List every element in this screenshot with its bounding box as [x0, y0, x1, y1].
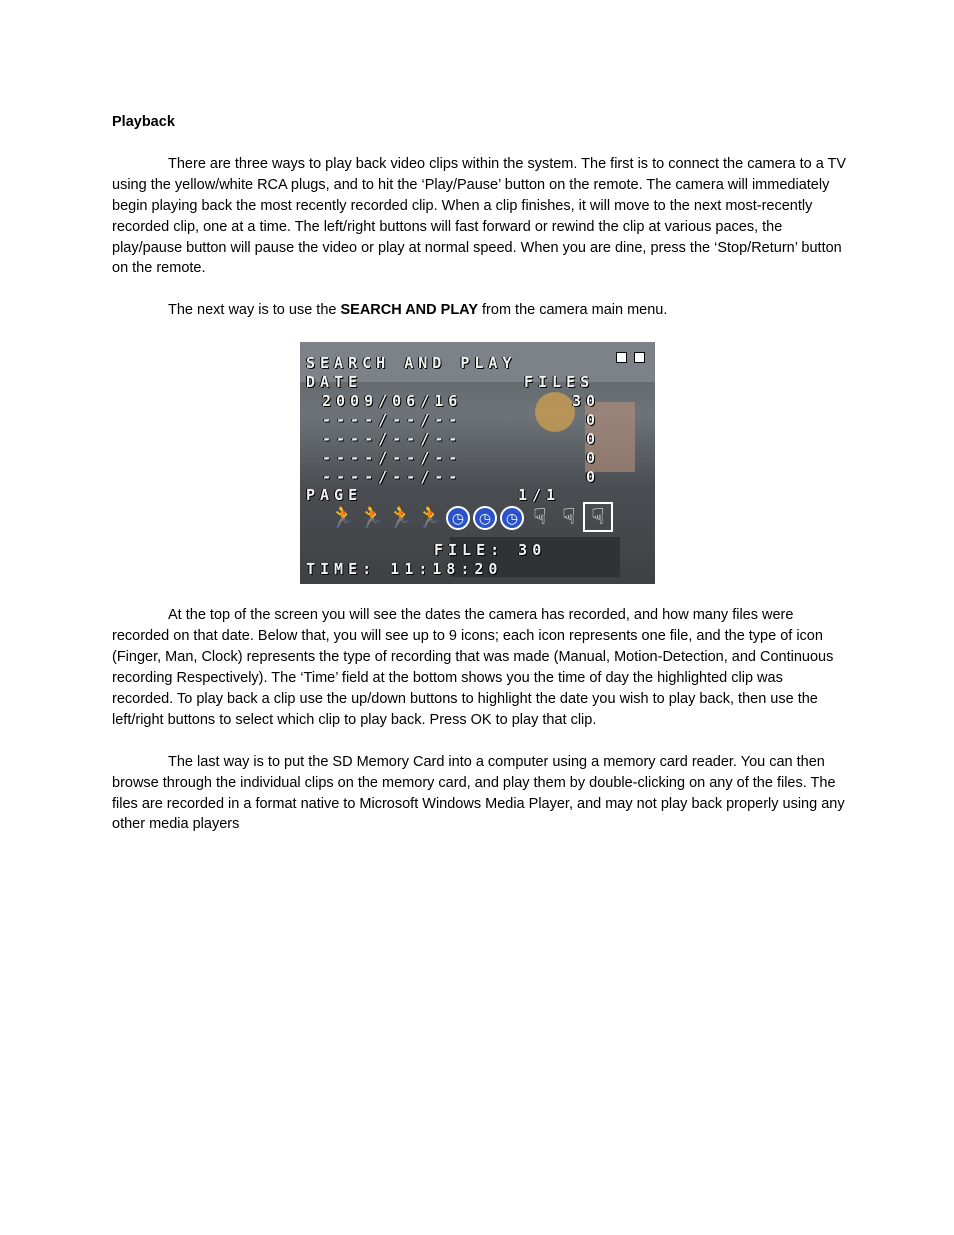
- osd-title: SEARCH AND PLAY: [306, 354, 517, 373]
- osd-row-date: ----/--/--: [322, 411, 463, 430]
- osd-row-date: ----/--/--: [322, 449, 463, 468]
- osd-row-files: 0: [586, 430, 601, 449]
- finger-icon: ☟: [533, 503, 547, 529]
- osd-row-date: ----/--/--: [322, 468, 463, 487]
- camera-menu-screenshot: [300, 342, 655, 584]
- p2-text-before: The next way is to use the: [168, 302, 341, 319]
- p2-bold-term: SEARCH AND PLAY: [340, 302, 478, 319]
- paragraph-sd-card: The last way is to put the SD Memory Card into a computer using a memory card reader. You can then browse through the individual clips on the memory card, and play them by double-clicking on any of the files. The files are recorded in a format native to Microsoft Windows Media Player, and may not play back properly using any other media players: [112, 753, 845, 833]
- paragraph-search-and-play: [112, 300, 847, 321]
- paragraph-three-ways: There are three ways to play back video clips within the system. The first is to connect the camera to a TV using the yellow/white RCA plugs, and to hit the ‘Play/Pause’ button on the remote. The camera will immediately begin playing back the most recently recorded clip. When a clip finishes, it will move to the next most-recently recorded clip, one at a time. The left/right buttons will fast forward or rewind the clip at various paces, the play/pause button will pause the video or play at normal speed. When you are dine, press the ‘Stop/Return’ button on the remote.: [112, 155, 847, 277]
- finger-icon: ☟: [585, 504, 611, 530]
- osd-row-files: 0: [586, 449, 601, 468]
- osd-page-label: PAGE: [306, 486, 363, 505]
- osd-time-label: TIME: 11:18:20: [306, 560, 503, 579]
- osd-row-date: 2009/06/16: [322, 392, 463, 411]
- osd-row-date: ----/--/--: [322, 430, 463, 449]
- indicator-square: [616, 352, 627, 363]
- man-icon: 🏃: [358, 503, 386, 529]
- osd-row-files: 0: [586, 468, 601, 487]
- osd-file-label: FILE: 30: [434, 541, 547, 560]
- paragraph-screen-explanation: At the top of the screen you will see the dates the camera has recorded, and how many files were recorded on that date. Below that, you will see up to 9 icons; each icon represents one file, and the type of icon (Finger, Man, Clock) represents the type of recording that was made (Manual, Motion-Detection, and Continuous recording Respectively). The ‘Time’ field at the bottom shows you the time of day the highlighted clip was recorded. To play back a clip use the up/down buttons to highlight the date you wish to play back, then use the left/right buttons to select which clip to play back. Press OK to play that clip.: [112, 607, 834, 728]
- osd-row-files: 0: [586, 411, 601, 430]
- document-page: [112, 112, 847, 856]
- osd-row-files: 30: [572, 392, 601, 411]
- clock-icon: ◷: [473, 506, 497, 530]
- p2-text-after: from the camera main menu.: [478, 302, 668, 319]
- section-heading: Playback: [112, 114, 175, 130]
- clip-icon-row: [330, 504, 611, 534]
- clock-icon: ◷: [446, 506, 470, 530]
- lamp: [535, 392, 575, 432]
- man-icon: 🏃: [329, 503, 357, 529]
- clock-icon: ◷: [500, 506, 524, 530]
- man-icon: 🏃: [387, 503, 415, 529]
- osd-date-label: DATE: [306, 373, 363, 392]
- finger-icon: ☟: [562, 503, 576, 529]
- man-icon: 🏃: [416, 503, 444, 529]
- osd-page-value: 1/1: [518, 486, 561, 505]
- indicator-square: [634, 352, 645, 363]
- osd-files-label: FILES: [524, 373, 595, 392]
